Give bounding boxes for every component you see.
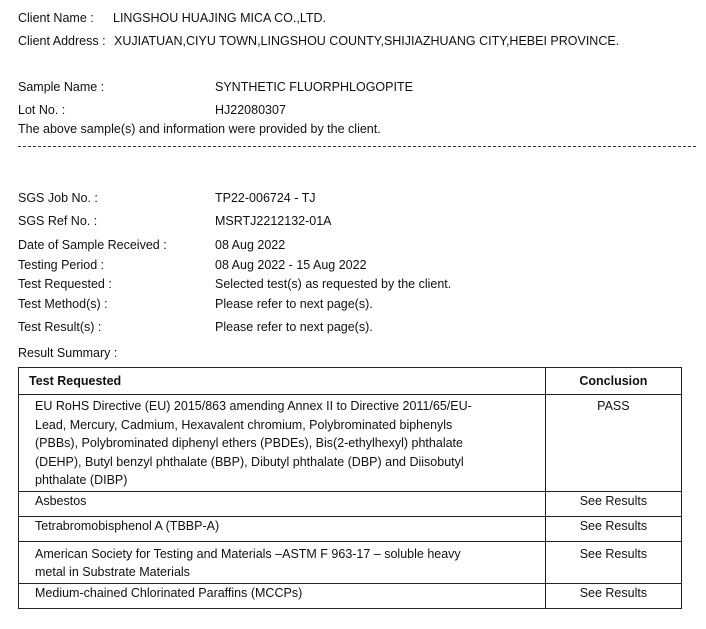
sample-note: The above sample(s) and information were provided by the client. [18, 122, 381, 136]
lot-no-value: HJ22080307 [215, 103, 286, 117]
test-line: American Society for Testing and Materials –ASTM F 963-17 – soluble heavy [35, 546, 461, 561]
job-no-value: TP22-006724 - TJ [215, 191, 316, 205]
client-name-label: Client Name : [18, 11, 94, 25]
table-row [19, 583, 682, 608]
test-line: metal in Substrate Materials [35, 565, 190, 579]
test-line: (DEHP), Butyl benzyl phthalate (BBP), Dibutyl phthalate (DBP) and Diisobutyl [35, 454, 464, 469]
conclusion-cell: See Results [545, 516, 681, 541]
test-line: phthalate (DIBP) [35, 473, 128, 487]
test-name-cell [19, 541, 546, 583]
result-summary-title: Result Summary : [18, 346, 118, 360]
table-row [19, 516, 682, 541]
test-method-value: Please refer to next page(s). [215, 297, 373, 311]
conclusion-cell: See Results [545, 583, 681, 608]
result-summary-table [18, 367, 682, 609]
test-line: Lead, Mercury, Cadmium, Hexavalent chromium, Polybrominated biphenyls [35, 417, 453, 432]
testing-period-label: Testing Period : [18, 258, 105, 272]
sample-name-value: SYNTHETIC FLUORPHLOGOPITE [215, 80, 413, 94]
table-row [19, 491, 682, 516]
job-no-label: SGS Job No. : [18, 191, 98, 205]
table-row [19, 541, 682, 583]
conclusion-cell: PASS [545, 395, 681, 492]
test-line: (PBBs), Polybrominated diphenyl ethers (PBDEs), Bis(2-ethylhexyl) phthalate [35, 436, 463, 450]
test-line: EU RoHS Directive (EU) 2015/863 amending Annex II to Directive 2011/65/EU- [35, 399, 472, 413]
sample-name-label: Sample Name : [18, 80, 105, 94]
client-address-label: Client Address : [18, 34, 106, 48]
client-name-value: LINGSHOU HUAJING MICA CO.,LTD. [113, 11, 326, 25]
client-address-value: XUJIATUAN,CIYU TOWN,LINGSHOU COUNTY,SHIJIAZHUANG CITY,HEBEI PROVINCE. [114, 34, 620, 48]
header-test-requested: Test Requested [19, 368, 546, 395]
received-label: Date of Sample Received : [18, 238, 167, 252]
test-name-cell: Medium-chained Chlorinated Paraffins (MCCPs) [19, 583, 546, 608]
received-value: 08 Aug 2022 [215, 238, 286, 252]
testing-period-value: 08 Aug 2022 - 15 Aug 2022 [215, 258, 367, 272]
ref-no-label: SGS Ref No. : [18, 214, 98, 228]
ref-no-value: MSRTJ2212132-01A [215, 214, 332, 228]
test-name-cell [19, 395, 546, 492]
table-header-row [19, 368, 682, 395]
lot-no-label: Lot No. : [18, 103, 66, 117]
conclusion-cell: See Results [545, 491, 681, 516]
dashed-divider [18, 146, 696, 147]
test-name-cell: Asbestos [19, 491, 546, 516]
test-result-value: Please refer to next page(s). [215, 320, 373, 334]
test-requested-label: Test Requested : [18, 277, 112, 291]
header-conclusion: Conclusion [545, 368, 681, 395]
table-row [19, 395, 682, 492]
test-method-label: Test Method(s) : [18, 297, 108, 311]
test-result-label: Test Result(s) : [18, 320, 102, 334]
test-requested-value: Selected test(s) as requested by the client. [215, 277, 452, 291]
conclusion-cell: See Results [545, 541, 681, 583]
test-name-cell: Tetrabromobisphenol A (TBBP-A) [19, 516, 546, 541]
